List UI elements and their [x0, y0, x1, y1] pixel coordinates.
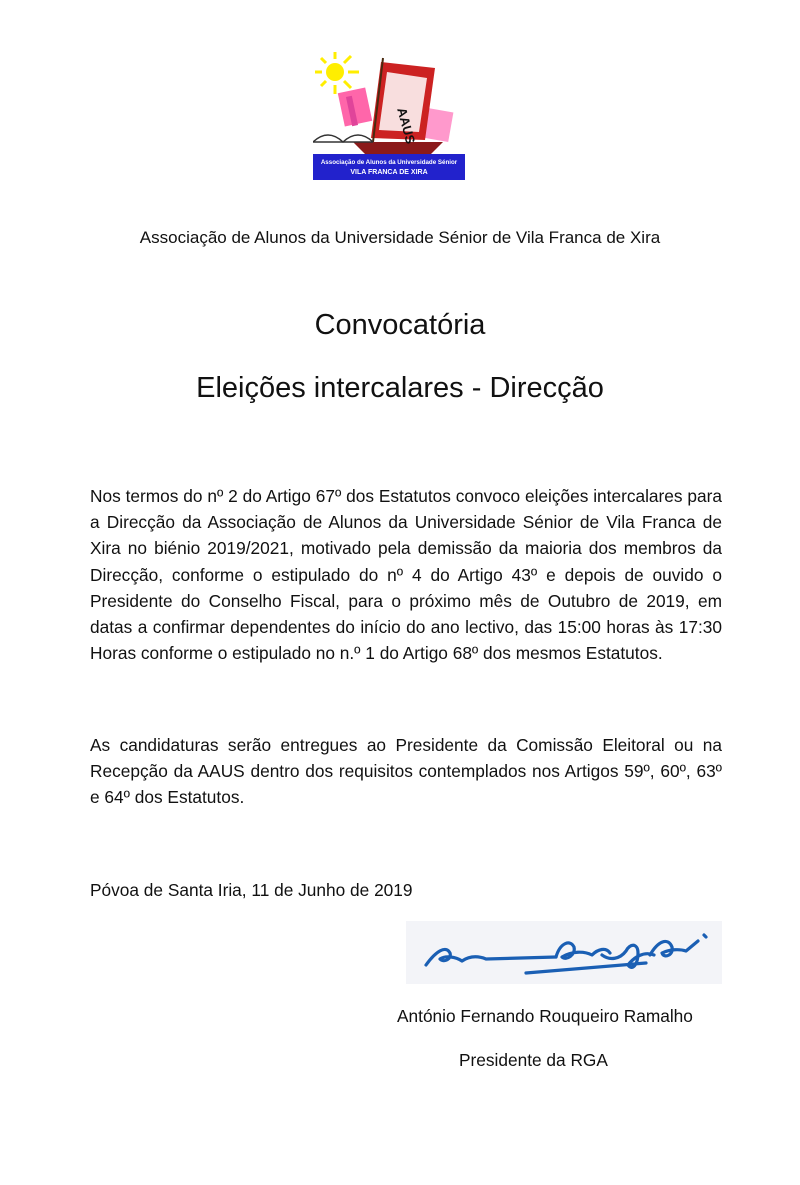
body-paragraph-2: As candidaturas serão entregues ao Presidente da Comissão Eleitoral ou na Recepção da AAUS dentro dos requisitos contemplados nos Artigos 59º, 60º, 63º e 64º dos Estatutos. — [90, 735, 722, 808]
aaus-logo-icon — [313, 50, 465, 180]
handwritten-signature-icon — [406, 921, 722, 984]
document-subtitle: Eleições intercalares - Direcção — [196, 372, 604, 404]
logo-caption-line2: VILA FRANCA DE XIRA — [350, 169, 428, 176]
logo-sail-text: AAUS — [394, 105, 419, 146]
signer-role: Presidente da RGA — [459, 1050, 608, 1070]
logo-caption-line1: Associação de Alunos da Universidade Sénior — [320, 159, 458, 166]
signer-name: António Fernando Rouqueiro Ramalho — [397, 1006, 693, 1026]
organization-name: Associação de Alunos da Universidade Sénior de Vila Franca de Xira — [139, 228, 661, 247]
place-and-date: Póvoa de Santa Iria, 11 de Junho de 2019 — [90, 880, 413, 900]
document-title: Convocatória — [314, 309, 486, 341]
body-paragraph-1: Nos termos do nº 2 do Artigo 67º dos Estatutos convoco eleições intercalares para a Direcção da Associação de Alunos da Universidade Sénior de Vila Franca de Xira no biénio 2019/2021, motivado pela demissão da maioria dos membros da Direcção, conforme o estipulado do nº 4 do Artigo 43º e depois de ouvido o Presidente do Conselho Fiscal, para o próximo mês de Outubro de 2019, em datas a confirmar dependentes do início do ano lectivo, das 15:00 horas às 17:30 Horas conforme o estipulado no n.º 1 do Artigo 68º dos mesmos Estatutos. — [90, 486, 722, 664]
